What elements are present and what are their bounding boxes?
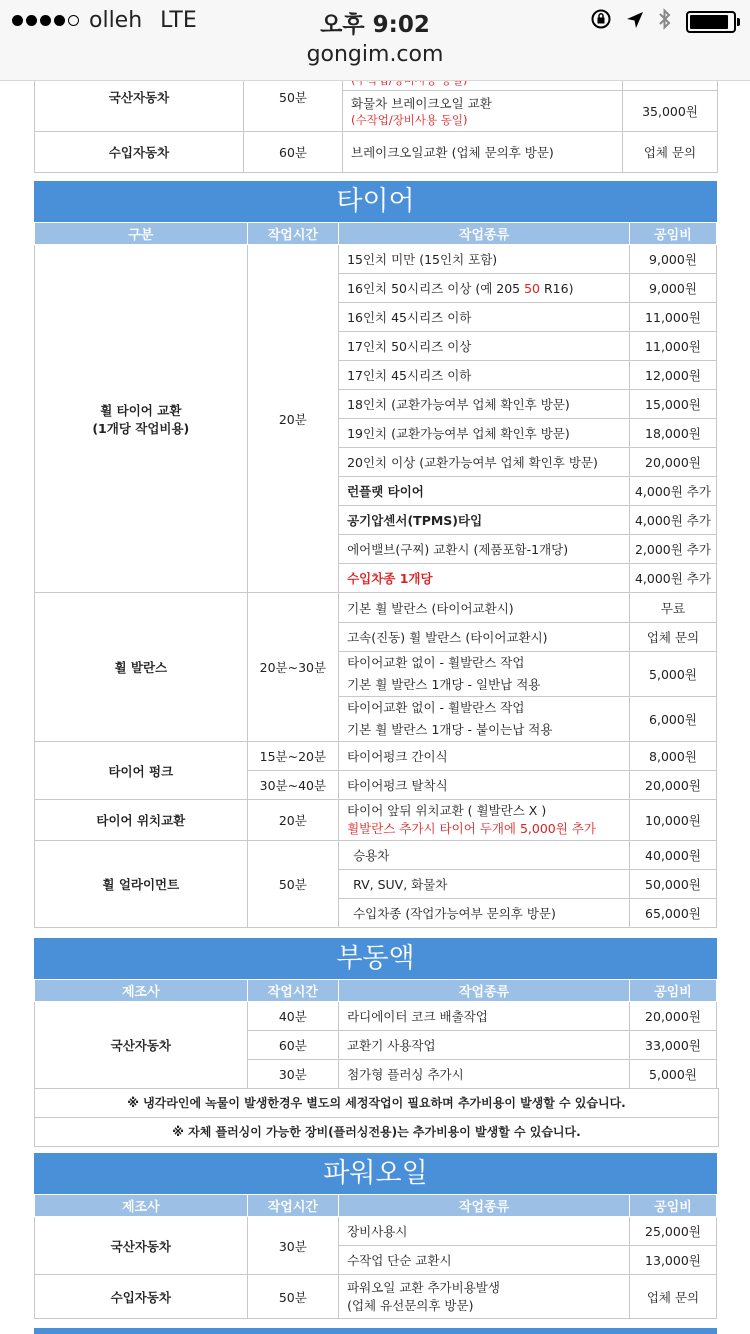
category-domestic: 국산자동차 bbox=[35, 1217, 248, 1275]
category-wheel-change: 휠 타이어 교환 (1개당 작업비용) bbox=[35, 245, 248, 593]
location-arrow-icon bbox=[626, 10, 644, 34]
section-title-tire: 타이어 bbox=[34, 181, 717, 222]
time-cell: 50분 bbox=[247, 841, 338, 928]
category-wheel-balance: 휠 발란스 bbox=[35, 593, 248, 742]
job-cell: 파워오일 교환 추가비용발생 (업체 유선문의후 방문) bbox=[339, 1275, 630, 1319]
rotation-lock-icon bbox=[590, 8, 612, 35]
category-import: 수입자동차 bbox=[35, 132, 244, 173]
job-cell: 공기압센서(TPMS)타입 bbox=[339, 506, 630, 535]
time-cell: 50분 bbox=[247, 1275, 338, 1319]
price-cell: 9,000원 bbox=[629, 245, 716, 274]
category-tire-rotation: 타이어 위치교환 bbox=[35, 800, 248, 841]
antifreeze-note-2: ※ 자체 플러싱이 가능한 장비(플러싱전용)는 추가비용이 발생할 수 있습니다. bbox=[34, 1117, 719, 1147]
antifreeze-table bbox=[34, 979, 717, 1089]
power-oil-table bbox=[34, 1194, 717, 1319]
bluetooth-icon bbox=[658, 8, 672, 35]
battery-icon bbox=[686, 11, 736, 33]
table-header: 구분 작업시간 작업종류 공임비 bbox=[35, 223, 717, 245]
network-type: LTE bbox=[160, 8, 197, 33]
section-title-antifreeze: 부동액 bbox=[34, 938, 717, 979]
job-cell: RV, SUV, 화물차 bbox=[339, 870, 630, 899]
price-cell: 33,000원 bbox=[629, 1031, 716, 1060]
price-cell: 4,000원 추가 bbox=[629, 477, 716, 506]
job-cell: 17인치 45시리즈 이하 bbox=[339, 361, 630, 390]
category-wheel-alignment: 휠 얼라이먼트 bbox=[35, 841, 248, 928]
category-import: 수입자동차 bbox=[35, 1275, 248, 1319]
tire-table bbox=[34, 222, 717, 928]
time-cell: 60분 bbox=[244, 132, 343, 173]
price-cell: 6,000원 bbox=[629, 697, 716, 742]
price-cell: 무료 bbox=[629, 593, 716, 623]
table-header: 제조사 작업시간 작업종류 공임비 bbox=[35, 980, 717, 1002]
category-domestic: 국산자동차 bbox=[35, 1002, 248, 1089]
price-cell: 13,000원 bbox=[629, 1246, 716, 1275]
job-cell: 화물차 브레이크오일 교환 (수작업/장비사용 동일) bbox=[343, 91, 623, 132]
job-cell: 교환기 사용작업 bbox=[339, 1031, 630, 1060]
price-cell: 15,000원 bbox=[629, 390, 716, 419]
price-cell: 11,000원 bbox=[629, 303, 716, 332]
job-cell: 승용차 bbox=[339, 841, 630, 870]
job-cell: 타이어펑크 탈착식 bbox=[339, 771, 630, 800]
url-bar[interactable]: gongim.com bbox=[306, 42, 444, 67]
browser-status-bar bbox=[0, 0, 750, 81]
time-cell: 20분 bbox=[247, 800, 338, 841]
price-cell: 20,000원 bbox=[629, 1002, 716, 1031]
price-cell: 업체 문의 bbox=[623, 132, 718, 173]
next-section-banner-edge bbox=[34, 1328, 717, 1334]
job-cell: 타이어펑크 간이식 bbox=[339, 742, 630, 771]
job-cell: 18인치 (교환가능여부 업체 확인후 방문) bbox=[339, 390, 630, 419]
job-cell: 에어밸브(구찌) 교환시 (제품포함-1개당) bbox=[339, 535, 630, 564]
job-cell: 17인치 50시리즈 이상 bbox=[339, 332, 630, 361]
job-cell: 19인치 (교환가능여부 업체 확인후 방문) bbox=[339, 419, 630, 448]
time-cell: 20분 bbox=[247, 245, 338, 593]
job-cell: 런플랫 타이어 bbox=[339, 477, 630, 506]
job-cell: 16인치 45시리즈 이하 bbox=[339, 303, 630, 332]
time-cell: 30분 bbox=[247, 1217, 338, 1275]
time-cell: 50분 bbox=[244, 63, 343, 132]
job-cell: 장비사용시 bbox=[339, 1217, 630, 1246]
price-cell: 25,000원 bbox=[629, 1217, 716, 1246]
price-cell: 4,000원 추가 bbox=[629, 506, 716, 535]
job-cell: 고속(진동) 휠 발란스 (타이어교환시) bbox=[339, 623, 630, 652]
price-cell: 20,000원 bbox=[629, 448, 716, 477]
price-cell: 4,000원 추가 bbox=[629, 564, 716, 593]
price-cell: 65,000원 bbox=[629, 899, 716, 928]
job-cell: 기본 휠 발란스 (타이어교환시) bbox=[339, 593, 630, 623]
category-domestic: 국산자동차 bbox=[35, 63, 244, 132]
time-cell: 15분~20분 bbox=[247, 742, 338, 771]
price-cell: 5,000원 bbox=[629, 652, 716, 697]
job-cell: 첨가형 플러싱 추가시 bbox=[339, 1060, 630, 1089]
price-cell: 2,000원 추가 bbox=[629, 535, 716, 564]
job-cell: 수입차종 (작업가능여부 문의후 방문) bbox=[339, 899, 630, 928]
time-cell: 60분 bbox=[247, 1031, 338, 1060]
price-cell: 5,000원 bbox=[629, 1060, 716, 1089]
table-header: 제조사 작업시간 작업종류 공임비 bbox=[35, 1195, 717, 1217]
carrier-name: olleh bbox=[89, 8, 143, 33]
time-cell: 40분 bbox=[247, 1002, 338, 1031]
category-tire-puncture: 타이어 펑크 bbox=[35, 742, 248, 800]
job-cell: 타이어교환 없이 - 휠발란스 작업 기본 휠 발란스 1개당 - 일반납 적용 bbox=[339, 652, 630, 697]
job-cell: 브레이크오일교환 (업체 문의후 방문) bbox=[343, 132, 623, 173]
status-icons bbox=[590, 8, 736, 35]
time-cell: 20분~30분 bbox=[247, 593, 338, 742]
price-cell: 35,000원 bbox=[623, 91, 718, 132]
price-cell: 10,000원 bbox=[629, 800, 716, 841]
time-cell: 30분 bbox=[247, 1060, 338, 1089]
price-cell: 업체 문의 bbox=[629, 623, 716, 652]
section-title-power-oil: 파워오일 bbox=[34, 1153, 717, 1194]
price-cell: 8,000원 bbox=[629, 742, 716, 771]
price-cell: 11,000원 bbox=[629, 332, 716, 361]
job-cell: 타이어 앞뒤 위치교환 ( 휠발란스 X ) 휠발란스 추가시 타이어 두개에 5,000원 추가 bbox=[339, 800, 630, 841]
job-cell: 16인치 50시리즈 이상 (예 205 50 R16) bbox=[339, 274, 630, 303]
job-cell: 라디에이터 코크 배출작업 bbox=[339, 1002, 630, 1031]
job-cell: 타이어교환 없이 - 휠발란스 작업 기본 휠 발란스 1개당 - 붙이는납 적용 bbox=[339, 697, 630, 742]
antifreeze-note-1: ※ 냉각라인에 녹물이 발생한경우 별도의 세정작업이 필요하며 추가비용이 발생할 수 있습니다. bbox=[34, 1088, 719, 1118]
clock: 오후 9:02 bbox=[320, 12, 430, 38]
price-cell: 업체 문의 bbox=[629, 1275, 716, 1319]
price-cell: 9,000원 bbox=[629, 274, 716, 303]
price-cell: 50,000원 bbox=[629, 870, 716, 899]
job-cell: 20인치 이상 (교환가능여부 업체 확인후 방문) bbox=[339, 448, 630, 477]
job-cell: 15인치 미만 (15인치 포함) bbox=[339, 245, 630, 274]
price-cell: 12,000원 bbox=[629, 361, 716, 390]
price-cell: 18,000원 bbox=[629, 419, 716, 448]
job-cell: 수작업 단순 교환시 bbox=[339, 1246, 630, 1275]
price-cell: 40,000원 bbox=[629, 841, 716, 870]
price-cell: 20,000원 bbox=[629, 771, 716, 800]
job-cell: 수입차종 1개당 bbox=[339, 564, 630, 593]
time-cell: 30분~40분 bbox=[247, 771, 338, 800]
